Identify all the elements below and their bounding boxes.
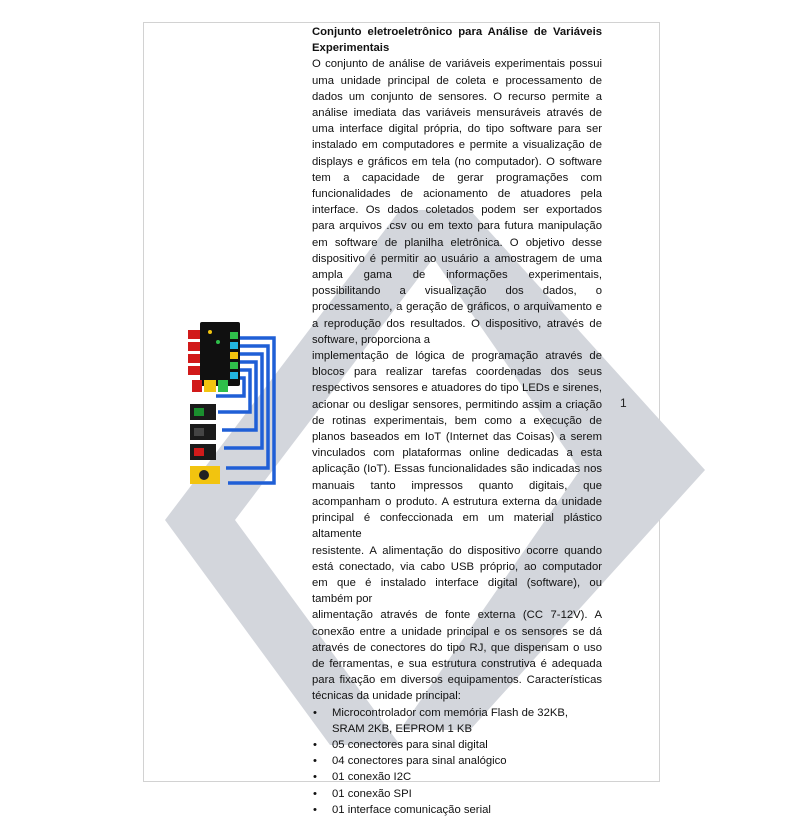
sensor-green	[190, 404, 216, 420]
paragraph-4: alimentação através de fonte externa (CC 7-12V). A conexão entre a unidade principal e os sensores se dá através de conectores do tipo RJ, que dispensam o uso de ferramentas, e sua estrutura construtiva é adequada para fixação em diversos equipamentos. Características técnicas da unidade principal:	[312, 609, 602, 703]
list-item: • 01 interface comunicação serial	[332, 802, 602, 818]
document-body	[312, 24, 602, 818]
board-strip-red	[192, 380, 202, 392]
list-item: • 01 conexão SPI	[332, 786, 602, 802]
board-strip-yellow	[204, 380, 216, 392]
document-title: Conjunto eletroeletrônico para Análise de Variáveis Experimentais	[312, 26, 602, 55]
module-red-3	[188, 354, 200, 363]
bullet-icon: •	[313, 787, 317, 800]
connector-yellow	[230, 352, 238, 359]
list-item: • 05 conectores para sinal digital	[332, 737, 602, 753]
module-red-4	[188, 366, 200, 375]
bullet-icon: •	[313, 706, 317, 719]
list-item: • 04 conectores para sinal analógico	[332, 753, 602, 769]
bullet-icon: •	[313, 803, 317, 816]
bullet-icon: •	[313, 771, 317, 784]
sensor-dark	[190, 424, 216, 440]
connector-cyan	[230, 342, 238, 349]
specs-list	[312, 705, 602, 818]
paragraph-1: O conjunto de análise de variáveis experimentais possui uma unidade principal de coleta e processamento de dados um conjunto de sensores. O recurso permite a análise imediata das variáveis mensuráveis através de uma interface digital própria, do tipo software para ser instalado em computadores e permite a visualização de displays e gráficos em tela (no computador). O software tem a capacidade de gerar programações com funcionalidades de acionamento de atuadores pela interface. Os dados coletados podem ser exportados para arquivos .csv ou em texto para futura manipulação em software de planilha eletrônica. O objetivo desse dispositivo é permitir ao usuário a amostragem de uma ampla gama de informações experimentais, possibilitando a visualização dos dados, o processamento, a geração de gráficos, o arquivamento e a reprodução dos resultados. O dispositivo, através de software, proporciona a	[312, 58, 602, 346]
board-strip-green	[218, 380, 228, 392]
connector-green-2	[230, 362, 238, 369]
board-led-1	[208, 330, 212, 334]
device-illustration	[186, 318, 276, 490]
module-red-2	[188, 342, 200, 351]
connector-green	[230, 332, 238, 339]
list-item: • Microcontrolador com memória Flash de 32KB, SRAM 2KB, EEPROM 1 KB	[313, 706, 569, 735]
sensor-yellow	[190, 466, 220, 484]
board-led-2	[216, 340, 220, 344]
bullet-icon: •	[313, 755, 317, 768]
connector-cyan-2	[230, 372, 238, 379]
sensor-red	[190, 444, 216, 460]
paragraph-2: implementação de lógica de programação através de blocos para realizar tarefas coordenadas dos seus respectivos sensores e atuadores do tipo LEDs e sirenes, acionar ou desligar sensores, permitindo assim a criação de rotinas experimentais, bem como a execução de planos baseados em IoT (Internet das Coisas) a serem vinculados com plataformas online dedicadas a esta aplicação (IoT). Essas funcionalidades são indicadas nos manuais tanto impressos quanto digitais, que acompanham o produto. A estrutura externa da unidade principal é confeccionada em um material plástico altamente	[312, 350, 602, 541]
paragraph-3: resistente. A alimentação do dispositivo ocorre quando está conectado, via cabo USB próprio, ao computador em que é instalado interface digital (software), ou também por	[312, 544, 602, 606]
module-red-1	[188, 330, 200, 339]
list-item: • 01 conexão I2C	[332, 769, 602, 785]
bullet-icon: •	[313, 738, 317, 751]
page-number: 1	[620, 396, 627, 410]
